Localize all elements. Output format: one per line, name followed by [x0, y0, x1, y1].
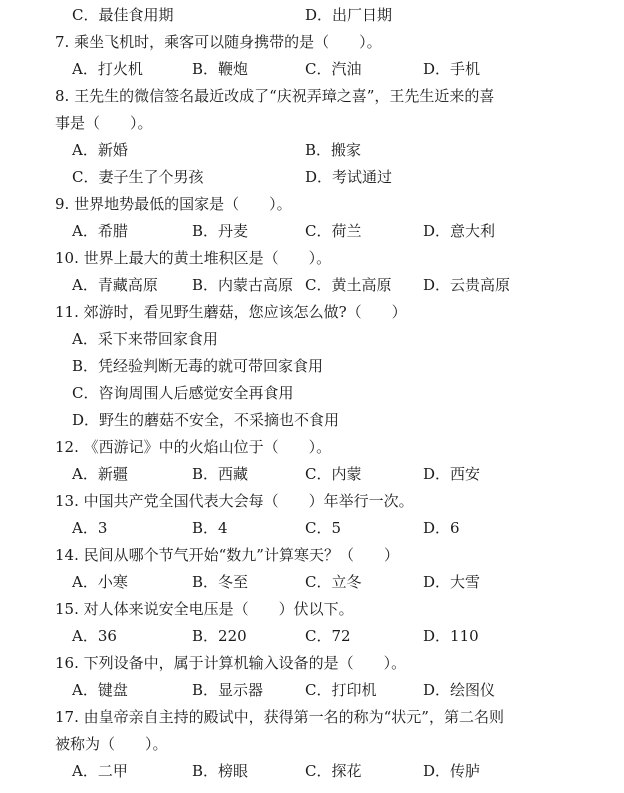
option-c: C．打印机 — [305, 681, 377, 699]
option-b: B．西藏 — [192, 465, 249, 483]
question-text — [0, 434, 624, 460]
option-d: D．西安 — [423, 465, 481, 483]
option-c: C．妻子生了个男孩 — [72, 168, 204, 186]
question-line: 8. 王先生的微信签名最近改成了“庆祝弄璋之喜”，王先生近来的喜 — [55, 87, 495, 105]
option-d: D．传胪 — [423, 762, 481, 780]
option-row — [0, 677, 624, 703]
option-b: B．220 — [192, 627, 247, 645]
question-text — [0, 704, 624, 730]
question-line: 11. 郊游时，看见野生蘑菇，您应该怎么做?（ ） — [55, 303, 407, 321]
option-row — [0, 326, 624, 352]
option-c: C．汽油 — [305, 60, 362, 78]
option-a: A．希腊 — [72, 222, 128, 240]
option-d: D．大雪 — [423, 573, 481, 591]
question-line: 15. 对人体来说安全电压是（ ）伏以下。 — [55, 600, 354, 618]
option-a: A．键盘 — [72, 681, 128, 699]
option-row — [0, 380, 624, 406]
option-b: B．内蒙古高原 — [192, 276, 294, 294]
option-a: A．青藏高原 — [72, 276, 158, 294]
option-a: A．二甲 — [72, 762, 128, 780]
option-a: A．新疆 — [72, 465, 128, 483]
question-line: 13. 中国共产党全国代表大会每（ ）年举行一次。 — [55, 492, 414, 510]
option-c: C．黄土高原 — [305, 276, 392, 294]
question-line: 9. 世界地势最低的国家是（ ）。 — [55, 195, 292, 213]
option-c: C．5 — [305, 519, 342, 537]
question-text — [0, 245, 624, 271]
question-line: 10. 世界上最大的黄土堆积区是（ ）。 — [55, 249, 332, 267]
option-a: A．采下来带回家食用 — [72, 330, 218, 348]
option-row — [0, 164, 624, 190]
option-c: C．探花 — [305, 762, 362, 780]
option-c: C．荷兰 — [305, 222, 362, 240]
question-line: 事是（ ）。 — [55, 114, 153, 132]
question-text — [0, 29, 624, 55]
option-row — [0, 56, 624, 82]
option-d: D．野生的蘑菇不安全，不采摘也不食用 — [72, 411, 340, 429]
option-c: C．内蒙 — [305, 465, 362, 483]
question-text — [0, 488, 624, 514]
option-d: D．云贵高原 — [423, 276, 511, 294]
question-line: 被称为（ ）。 — [55, 735, 168, 753]
option-c: C．72 — [305, 627, 351, 645]
option-b: B．显示器 — [192, 681, 264, 699]
question-line: 17. 由皇帝亲自主持的殿试中，获得第一名的称为“状元”，第二名则 — [55, 708, 504, 726]
option-d: D．手机 — [423, 60, 481, 78]
option-c: C．立冬 — [305, 573, 362, 591]
option-row — [0, 218, 624, 244]
option-a: A．3 — [72, 519, 108, 537]
question-text — [0, 299, 624, 325]
option-row — [0, 353, 624, 379]
question-line: 16. 下列设备中，属于计算机输入设备的是（ ）。 — [55, 654, 407, 672]
question-text — [0, 650, 624, 676]
question-text — [0, 542, 624, 568]
option-row — [0, 515, 624, 541]
option-b: B．搬家 — [305, 141, 362, 159]
option-b: B．4 — [192, 519, 228, 537]
option-row — [0, 569, 624, 595]
option-row — [0, 758, 624, 784]
option-b: B．凭经验判断无毒的就可带回家食用 — [72, 357, 324, 375]
option-b: B．鞭炮 — [192, 60, 249, 78]
option-d: D．意大利 — [423, 222, 496, 240]
option-c: C．最佳食用期 — [72, 6, 174, 24]
question-text — [0, 191, 624, 217]
option-d: D．110 — [423, 627, 479, 645]
option-row — [0, 137, 624, 163]
option-row — [0, 623, 624, 649]
option-d: D．考试通过 — [305, 168, 393, 186]
option-row — [0, 407, 624, 433]
option-d: D．绘图仪 — [423, 681, 496, 699]
question-line: 14. 民间从哪个节气开始“数九”计算寒天？（ ） — [55, 546, 399, 564]
question-line: 12. 《西游记》中的火焰山位于（ ）。 — [55, 438, 332, 456]
option-a: A．新婚 — [72, 141, 128, 159]
option-b: B．丹麦 — [192, 222, 249, 240]
option-d: D．出厂日期 — [305, 6, 393, 24]
option-c: C．咨询周围人后感觉安全再食用 — [72, 384, 294, 402]
option-a: A．36 — [72, 627, 117, 645]
option-b: B．冬至 — [192, 573, 249, 591]
question-text — [0, 731, 624, 757]
question-line: 7. 乘坐飞机时，乘客可以随身携带的是（ ）。 — [55, 33, 382, 51]
option-row — [0, 2, 624, 28]
question-text — [0, 596, 624, 622]
question-text — [0, 110, 624, 136]
option-row — [0, 461, 624, 487]
question-text — [0, 83, 624, 109]
option-a: A．打火机 — [72, 60, 143, 78]
option-row — [0, 272, 624, 298]
option-a: A．小寒 — [72, 573, 128, 591]
option-b: B．榜眼 — [192, 762, 249, 780]
option-d: D．6 — [423, 519, 460, 537]
